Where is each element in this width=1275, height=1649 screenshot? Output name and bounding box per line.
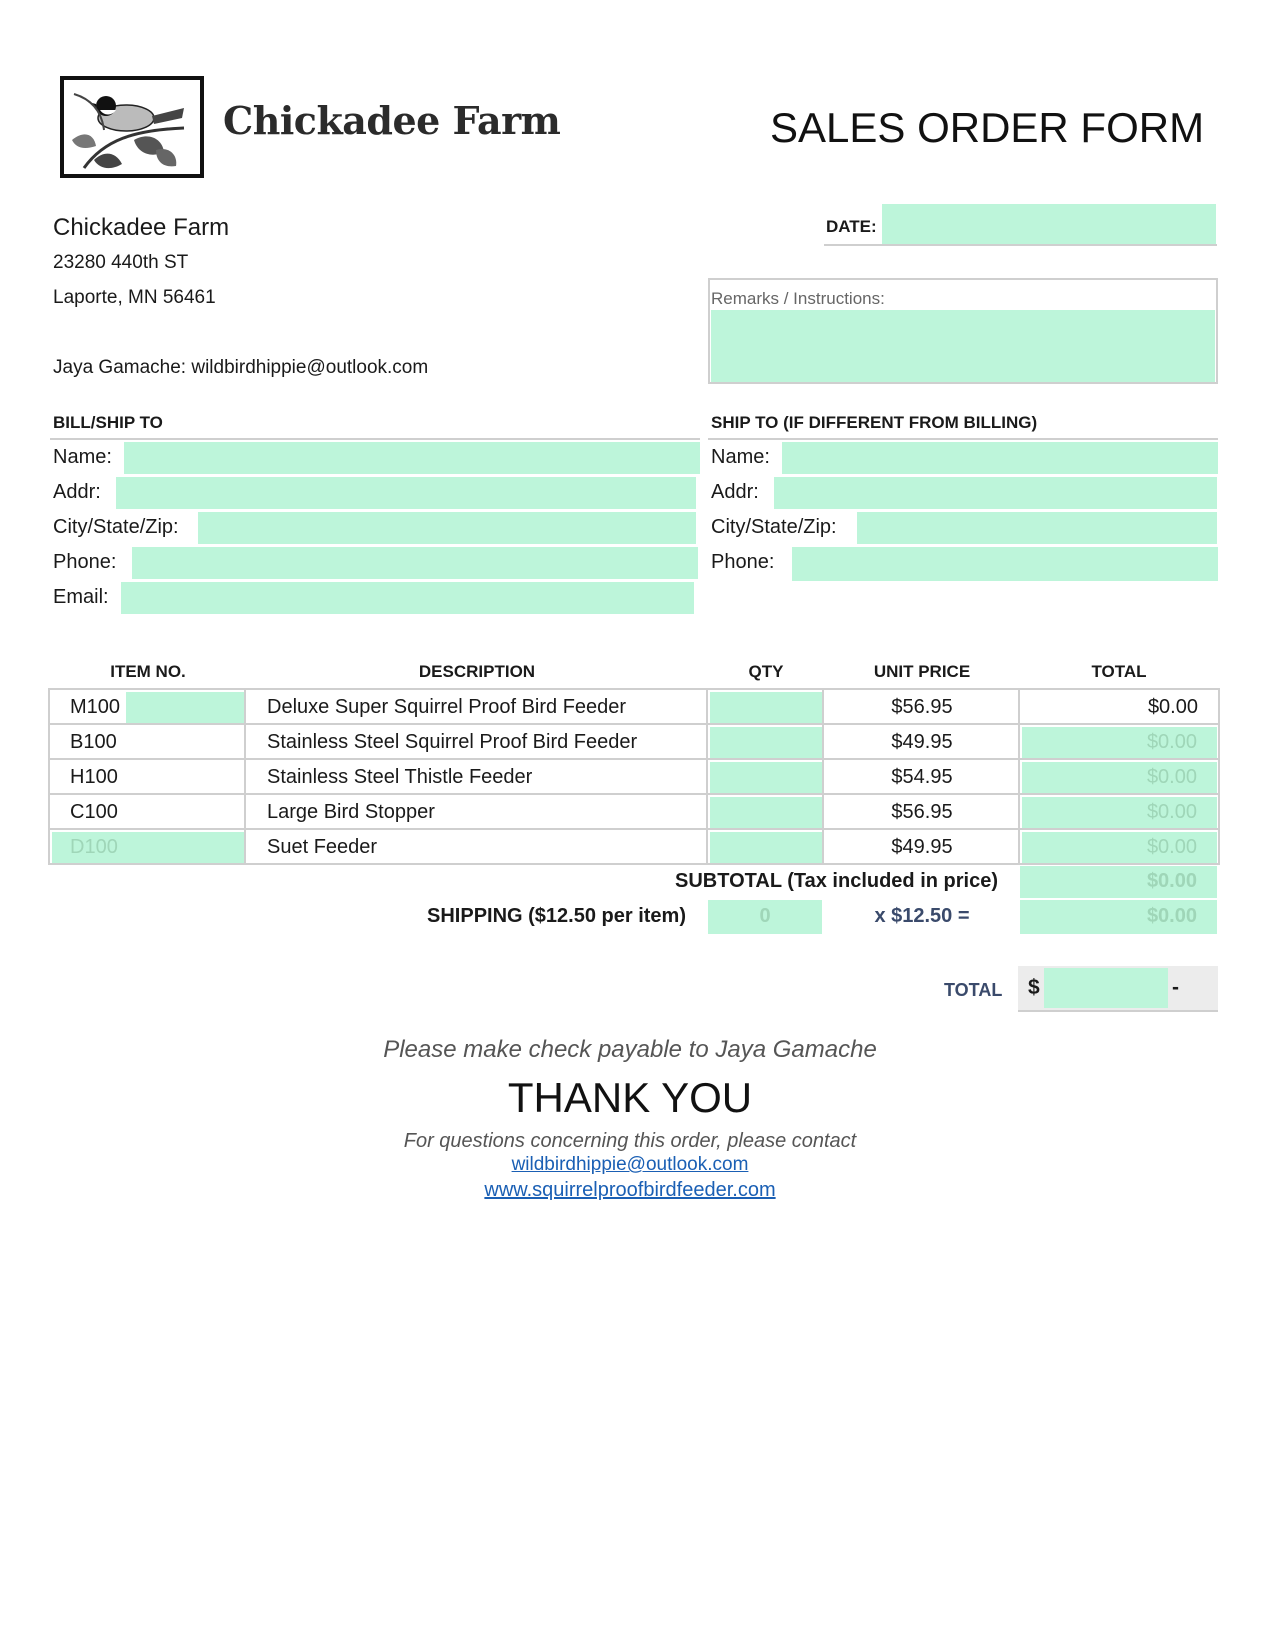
bill-name-field[interactable] bbox=[124, 442, 700, 474]
company-contact: Jaya Gamache: wildbirdhippie@outlook.com bbox=[53, 357, 429, 378]
page-title: SALES ORDER FORM bbox=[770, 104, 1205, 151]
line-total: $0.00 bbox=[1022, 762, 1217, 793]
table-border bbox=[244, 688, 246, 865]
table-border bbox=[48, 828, 1220, 830]
chickadee-icon bbox=[64, 80, 200, 174]
company-name: Chickadee Farm bbox=[53, 214, 230, 241]
bill-city-label: City/State/Zip: bbox=[53, 516, 179, 538]
unit-price: $49.95 bbox=[891, 836, 953, 858]
item-number: H100 bbox=[70, 766, 118, 788]
item-extra-field[interactable] bbox=[126, 692, 244, 723]
ship-name-field[interactable] bbox=[782, 442, 1218, 474]
table-border bbox=[1218, 688, 1220, 865]
ship-city-label: City/State/Zip: bbox=[711, 516, 837, 538]
ship-phone-field[interactable] bbox=[792, 547, 1218, 581]
company-street: 23280 440th ST bbox=[53, 252, 189, 273]
col-header-qty: QTY bbox=[748, 662, 784, 681]
item-number: M100 bbox=[70, 696, 121, 718]
bill-to-heading: BILL/SHIP TO bbox=[53, 413, 163, 432]
table-border bbox=[1018, 688, 1020, 865]
date-field[interactable] bbox=[882, 204, 1216, 244]
bill-email-field[interactable] bbox=[121, 582, 694, 614]
divider bbox=[50, 438, 700, 440]
bill-email-label: Email: bbox=[53, 586, 109, 608]
total-field bbox=[1044, 968, 1168, 1008]
table-border bbox=[706, 688, 708, 865]
shipping-qty[interactable]: 0 bbox=[708, 900, 822, 934]
col-header-unit-price: UNIT PRICE bbox=[873, 662, 971, 681]
divider bbox=[708, 438, 1218, 440]
email-link[interactable]: wildbirdhippie@outlook.com bbox=[511, 1154, 749, 1175]
col-header-item: ITEM NO. bbox=[110, 662, 186, 681]
col-header-description: DESCRIPTION bbox=[418, 662, 536, 681]
qty-input[interactable] bbox=[710, 797, 822, 828]
total-label: TOTAL bbox=[944, 980, 1003, 1000]
company-city: Laporte, MN 56461 bbox=[53, 287, 216, 308]
subtotal-value: $0.00 bbox=[1020, 866, 1217, 898]
remarks-field[interactable] bbox=[711, 310, 1215, 382]
bill-addr-field[interactable] bbox=[116, 477, 696, 509]
item-description: Suet Feeder bbox=[267, 836, 378, 858]
unit-price: $54.95 bbox=[891, 766, 953, 788]
qty-input[interactable] bbox=[710, 727, 822, 758]
table-border bbox=[48, 688, 1220, 690]
divider bbox=[824, 244, 1217, 246]
item-description: Deluxe Super Squirrel Proof Bird Feeder bbox=[267, 696, 627, 718]
divider bbox=[1018, 1010, 1218, 1012]
line-total: $0.00 bbox=[1147, 696, 1198, 718]
logo-image bbox=[60, 76, 204, 178]
qty-input[interactable] bbox=[710, 692, 822, 723]
line-total: $0.00 bbox=[1022, 727, 1217, 758]
ship-to-heading: SHIP TO (IF DIFFERENT FROM BILLING) bbox=[711, 413, 1038, 432]
thank-you: THANK YOU bbox=[507, 1074, 753, 1121]
bill-city-field[interactable] bbox=[198, 512, 696, 544]
date-label: DATE: bbox=[826, 217, 877, 236]
shipping-label: SHIPPING ($12.50 per item) bbox=[427, 905, 686, 927]
ship-name-label: Name: bbox=[711, 446, 770, 468]
payable-note: Please make check payable to Jaya Gamache bbox=[383, 1036, 877, 1063]
remarks-label: Remarks / Instructions: bbox=[711, 289, 885, 308]
bill-addr-label: Addr: bbox=[53, 481, 101, 503]
line-total: $0.00 bbox=[1022, 832, 1217, 863]
table-border bbox=[48, 723, 1220, 725]
line-total: $0.00 bbox=[1022, 797, 1217, 828]
table-border bbox=[48, 688, 50, 865]
item-description: Stainless Steel Squirrel Proof Bird Feeder bbox=[267, 731, 638, 753]
item-description: Stainless Steel Thistle Feeder bbox=[267, 766, 533, 788]
item-number: B100 bbox=[70, 731, 117, 753]
subtotal-label: SUBTOTAL (Tax included in price) bbox=[675, 870, 998, 892]
col-header-total: TOTAL bbox=[1091, 662, 1147, 681]
website-link[interactable]: www.squirrelproofbirdfeeder.com bbox=[484, 1179, 776, 1201]
qty-input[interactable] bbox=[710, 762, 822, 793]
unit-price: $56.95 bbox=[891, 801, 953, 823]
ship-city-field[interactable] bbox=[857, 512, 1217, 544]
item-number: D100 bbox=[52, 832, 244, 863]
ship-phone-label: Phone: bbox=[711, 551, 775, 573]
bill-name-label: Name: bbox=[53, 446, 112, 468]
bill-phone-field[interactable] bbox=[132, 547, 698, 579]
table-border bbox=[48, 793, 1220, 795]
table-border bbox=[822, 688, 824, 865]
bill-phone-label: Phone: bbox=[53, 551, 117, 573]
brand-name: Chickadee Farm bbox=[223, 98, 561, 143]
item-description: Large Bird Stopper bbox=[267, 801, 435, 823]
qty-input[interactable] bbox=[710, 832, 822, 863]
ship-addr-label: Addr: bbox=[711, 481, 759, 503]
table-border bbox=[48, 758, 1220, 760]
total-value: - bbox=[1172, 976, 1179, 999]
ship-addr-field[interactable] bbox=[774, 477, 1217, 509]
shipping-rate: x $12.50 = bbox=[874, 905, 970, 927]
questions-note: For questions concerning this order, please contact bbox=[403, 1130, 857, 1152]
total-currency: $ bbox=[1028, 976, 1040, 999]
item-number: C100 bbox=[70, 801, 118, 823]
unit-price: $49.95 bbox=[891, 731, 953, 753]
unit-price: $56.95 bbox=[891, 696, 953, 718]
shipping-value: $0.00 bbox=[1020, 900, 1217, 934]
table-border bbox=[48, 863, 1220, 865]
